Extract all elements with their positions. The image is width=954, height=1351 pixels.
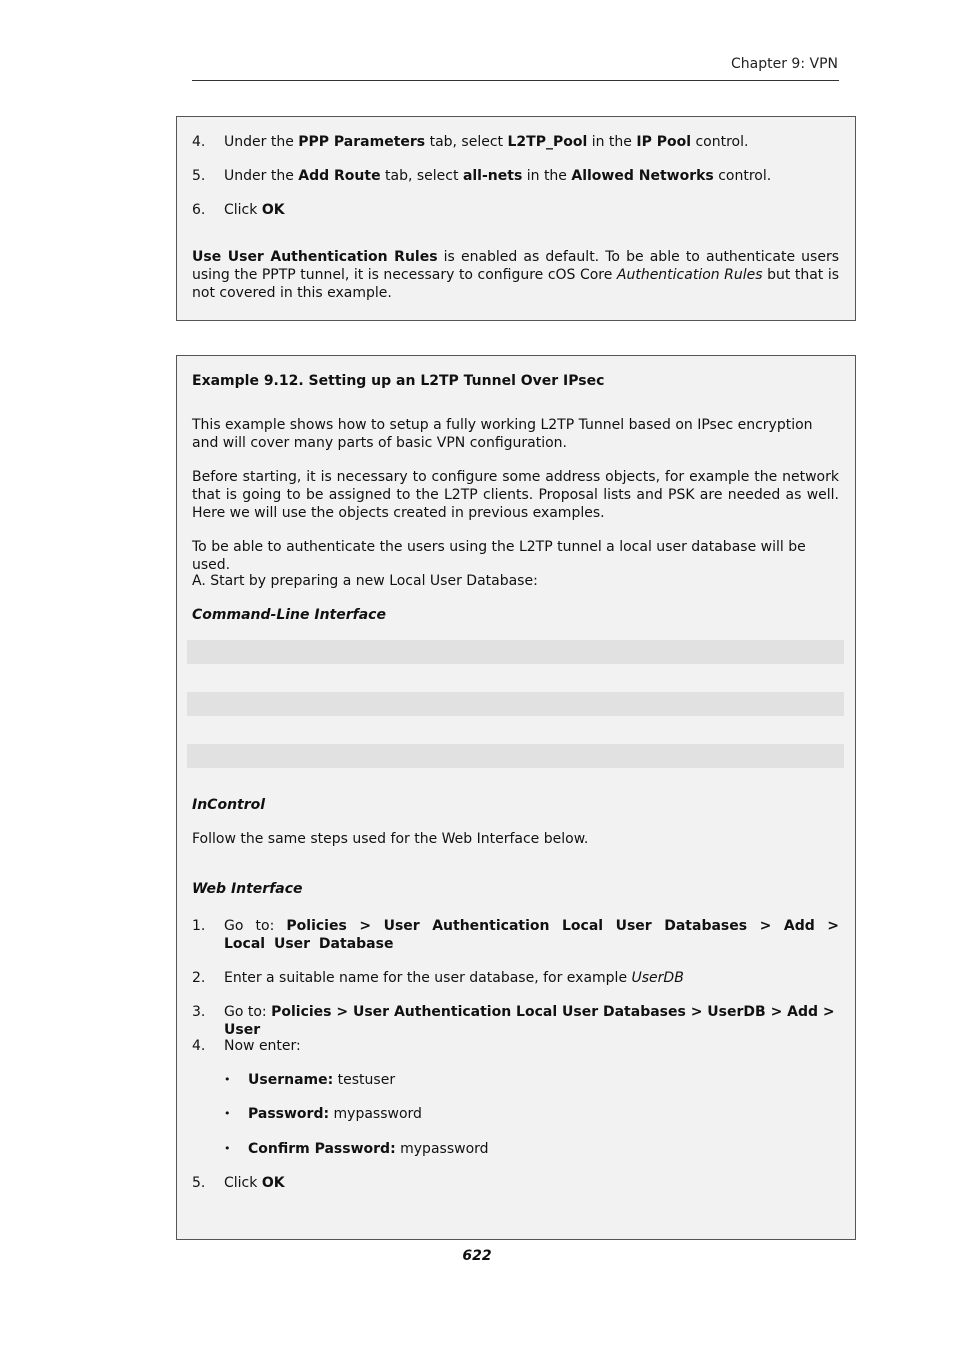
chapter-header: Chapter 9: VPN	[731, 56, 838, 72]
step-number: 6.	[192, 202, 206, 218]
step-number: 4.	[192, 1038, 206, 1054]
step-a-paragraph: A. Start by preparing a new Local User Database:	[192, 573, 538, 589]
intro-paragraph: This example shows how to setup a fully working L2TP Tunnel based on IPsec encryption and will cover many parts of basic VPN configuration.	[192, 417, 813, 451]
step-text: Under the Add Route tab, select all-nets in the Allowed Networks control.	[224, 168, 772, 184]
bullet-icon: •	[224, 1107, 231, 1120]
incontrol-heading: InControl	[192, 797, 266, 813]
step-text: Click OK	[224, 1175, 285, 1191]
bullet-icon: •	[224, 1073, 231, 1086]
step-number: 5.	[192, 168, 206, 184]
bullet-item: Password: mypassword	[248, 1106, 422, 1122]
step-number: 5.	[192, 1175, 206, 1191]
step-text: Under the PPP Parameters tab, select L2TP_Pool in the IP Pool control.	[224, 134, 749, 150]
web-interface-heading: Web Interface	[192, 881, 303, 897]
step-text: Click OK	[224, 202, 285, 218]
prerequisites-paragraph: Before starting, it is necessary to configure some address objects, for example the network that is going to be assigned to the L2TP clients. Proposal lists and PSK are needed as well. Here we will use the objects created in previous examples.	[192, 469, 839, 521]
step-number: 3.	[192, 1004, 206, 1020]
code-block	[187, 640, 844, 664]
cli-heading: Command-Line Interface	[192, 607, 386, 623]
bullet-item: Confirm Password: mypassword	[248, 1141, 489, 1157]
header-divider	[192, 80, 839, 81]
step-text: Now enter:	[224, 1038, 301, 1054]
step-text: Enter a suitable name for the user database, for example UserDB	[224, 970, 684, 986]
auth-rules-note: Use User Authentication Rules is enabled as default. To be able to authenticate users using the PPTP tunnel, it is necessary to configure cOS Core Authentication Rules but that is not covered in this example.	[192, 249, 840, 301]
incontrol-text: Follow the same steps used for the Web Interface below.	[192, 831, 589, 847]
step-number: 2.	[192, 970, 206, 986]
user-database-paragraph: To be able to authenticate the users using the L2TP tunnel a local user database will be used.	[192, 539, 806, 573]
step-number: 1.	[192, 918, 206, 934]
step-number: 4.	[192, 134, 206, 150]
example-title: Example 9.12. Setting up an L2TP Tunnel Over IPsec	[192, 373, 605, 389]
step-text: Go to: Policies > User Authentication Local User Databases > UserDB > Add > User	[224, 1004, 835, 1038]
page-number: 622	[462, 1248, 492, 1264]
bullet-item: Username: testuser	[248, 1072, 396, 1088]
bullet-icon: •	[224, 1142, 231, 1155]
code-block	[187, 744, 844, 768]
code-block	[187, 692, 844, 716]
step-text: Go to: Policies > User Authentication Local User Databases > Add > Local User Database	[224, 918, 839, 952]
